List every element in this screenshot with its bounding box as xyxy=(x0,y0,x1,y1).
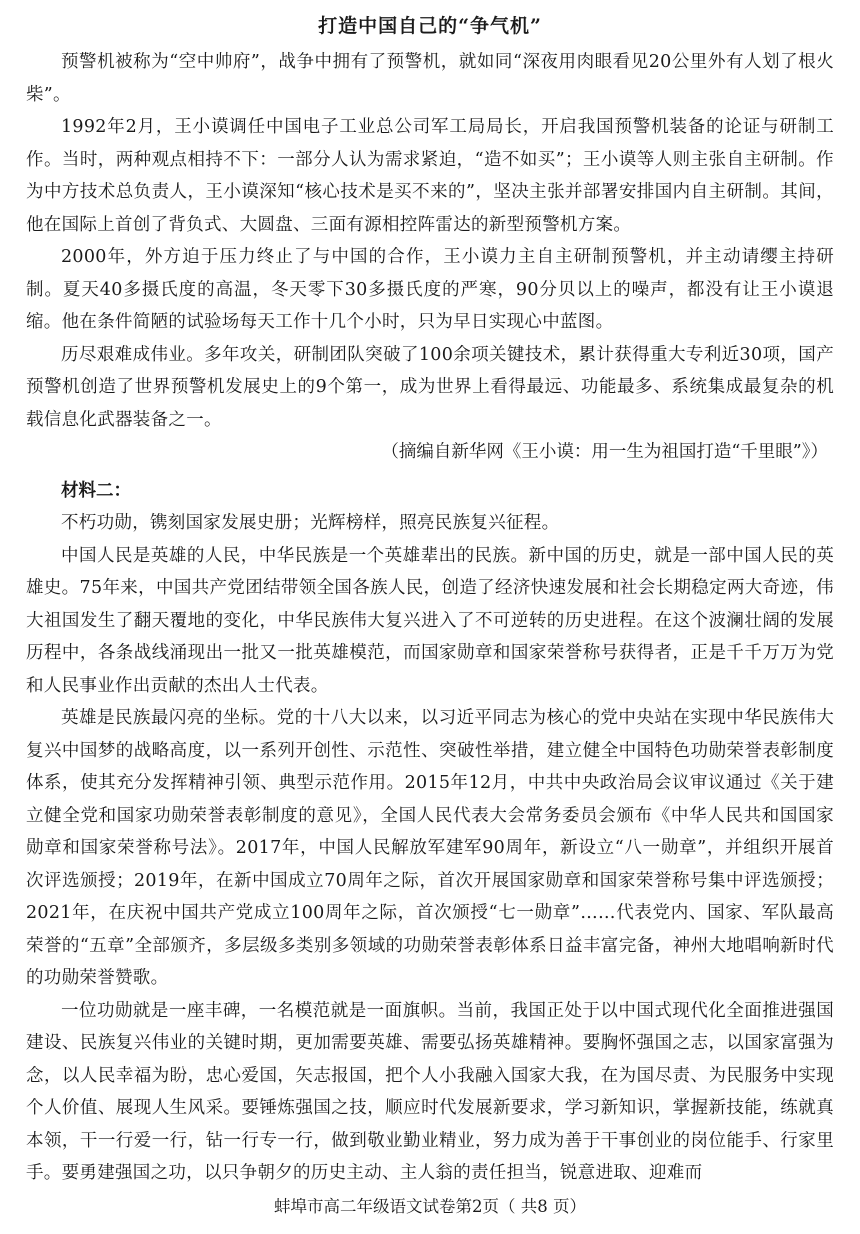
material-paragraph: 一位功勋就是一座丰碑，一名模范就是一面旗帜。当前，我国正处于以中国式现代化全面推进强国建设、民族复兴伟业的关键时期，更加需要英雄、需要弘扬英雄精神。要胸怀强国之志，以国家富强为念，以人民幸福为盼，忠心爱国，矢志报国，把个人小我融入国家大我，在为国尽责、为民服务中实现个人价值、展现人生风采。要锤炼强国之技，顺应时代发展新要求，学习新知识，掌握新技能，练就真本领，干一行爱一行，钻一行专一行，做到敬业勤业精业，努力成为善于干事创业的岗位能手、行家里手。要勇建强国之功，以只争朝夕的历史主动、主人翁的责任担当，锐意进取、迎难而 xyxy=(26,1000,834,1183)
material-paragraph: 不朽功勋，镌刻国家发展史册；光辉榜样，照亮民族复兴征程。 xyxy=(61,513,560,533)
material-paragraph: 英雄是民族最闪亮的坐标。党的十八大以来，以习近平同志为核心的党中央站在实现中华民族伟大复兴中国梦的战略高度，以一系列开创性、示范性、突破性举措，建立健全中国特色功勋荣誉表彰制度体系，使其充分发挥精神引领、典型示范作用。2015年12月，中共中央政治局会议审议通过《关于建立健全党和国家功勋荣誉表彰制度的意见》，全国人民代表大会常务委员会颁布《中华人民共和国国家勋章和国家荣誉称号法》。2017年，中国人民解放军建军90周年，新设立“八一勋章”，并组织开展首次评选颁授；2019年，在新中国成立70周年之际，首次开展国家勋章和国家荣誉称号集中评选颁授；2021年，在庆祝中国共产党成立100周年之际，首次颁授“七一勋章”……代表党内、国家、军队最高荣誉的“五章”全部颁齐，多层级多类别多领域的功勋荣誉表彰体系日益丰富完备，神州大地唱响新时代的功勋荣誉赞歌。 xyxy=(26,708,834,988)
article-source: （摘编自新华网《王小谟：用一生为祖国打造“千里眼”》） xyxy=(381,442,828,462)
article-title: 打造中国自己的“争气机” xyxy=(318,15,542,37)
article-paragraph: 历尽艰难成伟业。多年攻关，研制团队突破了100余项关键技术，累计获得重大专利近30项，国产预警机创造了世界预警机发展史上的9个第一，成为世界上看得最远、功能最多、系统集成最复杂的机载信息化武器装备之一。 xyxy=(26,344,834,430)
material-heading: 材料二： xyxy=(61,480,131,501)
material-paragraph: 中国人民是英雄的人民，中华民族是一个英雄辈出的民族。新中国的历史，就是一部中国人民的英雄史。75年来，中国共产党团结带领全国各族人民，创造了经济快速发展和社会长期稳定两大奇迹，伟大祖国发生了翻天覆地的变化，中华民族伟大复兴进入了不可逆转的历史进程。在这个波澜壮阔的发展历程中，各条战线涌现出一批又一批英雄模范，而国家勋章和国家荣誉称号获得者，正是千千万万为党和人民事业作出贡献的杰出人士代表。 xyxy=(26,545,834,696)
article-paragraph: 2000年，外方迫于压力终止了与中国的合作，王小谟力主自主研制预警机，并主动请缨主持研制。夏天40多摄氏度的高温，冬天零下30多摄氏度的严寒，90分贝以上的噪声，都没有让王小谟退缩。他在条件简陋的试验场每天工作十几个小时，只为早日实现心中蓝图。 xyxy=(26,247,834,332)
article-paragraph: 预警机被称为“空中帅府”，战争中拥有了预警机，就如同“深夜用肉眼看见20公里外有人划了根火柴”。 xyxy=(26,52,834,105)
article-paragraph: 1992年2月，王小谟调任中国电子工业总公司军工局局长，开启我国预警机装备的论证与研制工作。当时，两种观点相持不下：一部分人认为需求紧迫，“造不如买”；王小谟等人则主张自主研制。作为中方技术总负责人，王小谟深知“核心技术是买不来的”，坚决主张并部署安排国内自主研制。其间，他在国际上首创了背负式、大圆盘、三面有源相控阵雷达的新型预警机方案。 xyxy=(26,117,834,235)
page-footer: 蚌埠市高二年级语文试卷第2页（ 共8 页） xyxy=(274,1197,586,1216)
